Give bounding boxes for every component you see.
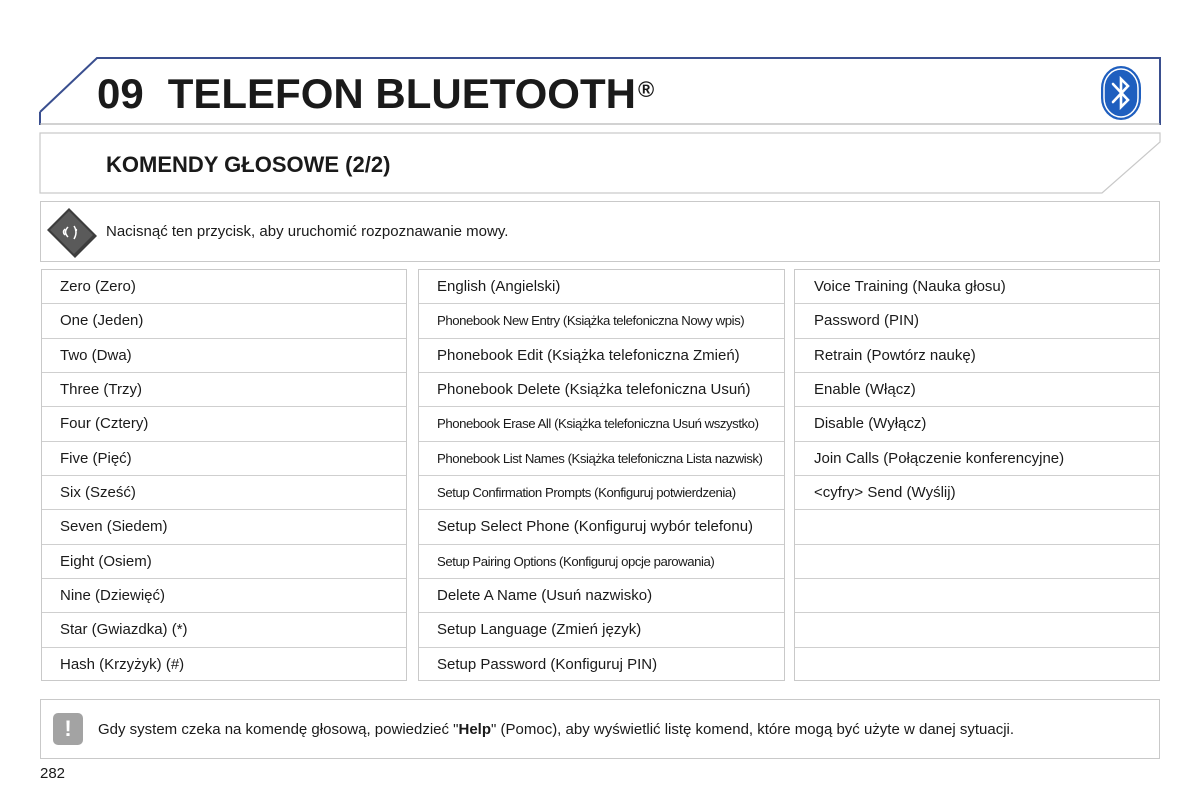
command-row: Hash (Krzyżyk) (#) (60, 656, 185, 674)
command-row: Eight (Osiem) (42, 545, 406, 579)
help-keyword: Help (458, 721, 492, 738)
command-row: Voice Training (Nauka głosu) (795, 270, 1159, 304)
voice-command-button-icon (47, 208, 97, 258)
chapter-number: 09 (97, 70, 144, 117)
help-note-text (98, 721, 1014, 739)
command-row-empty (795, 648, 1159, 682)
command-row: One (Jeden) (42, 304, 406, 338)
command-row: Phonebook List Names (Książka telefoniczna Lista nazwisk) (419, 442, 784, 476)
warning-icon: ! (53, 713, 83, 745)
commands-table-training (794, 269, 1160, 681)
command-row: Phonebook Erase All (Książka telefoniczna Usuń wszystko) (419, 407, 784, 441)
commands-table-numbers (41, 269, 407, 681)
chapter-title (97, 68, 654, 120)
instruction-text: Nacisnąć ten przycisk, aby uruchomić rozpoznawanie mowy. (106, 223, 509, 240)
command-row: Three (Trzy) (42, 373, 406, 407)
command-row: Four (Cztery) (42, 407, 406, 441)
chapter-title-text: TELEFON BLUETOOTH (167, 70, 636, 117)
command-row: Disable (Wyłącz) (795, 407, 1159, 441)
command-row: Join Calls (Połączenie konferencyjne) (795, 442, 1159, 476)
command-row: Phonebook Edit (Książka telefoniczna Zmień) (419, 339, 784, 373)
command-row: Phonebook New Entry (Książka telefoniczna Nowy wpis) (419, 304, 784, 338)
command-row: Setup Select Phone (Konfiguruj wybór telefonu) (419, 510, 784, 544)
command-row: Seven (Siedem) (42, 510, 406, 544)
command-row-empty (795, 545, 1159, 579)
command-row-empty (795, 510, 1159, 544)
help-note-text-before: Gdy system czeka na komendę głosową, powiedzieć " (98, 721, 459, 738)
instruction-bar (40, 201, 1160, 262)
command-row: Retrain (Powtórz naukę) (795, 339, 1159, 373)
command-row: Setup Password (Konfiguruj PIN) (437, 656, 658, 674)
command-row: Star (Gwiazdka) (*) (42, 613, 406, 647)
command-row: Zero (Zero) (42, 270, 406, 304)
command-row: Setup Confirmation Prompts (Konfiguruj potwierdzenia) (419, 476, 784, 510)
command-row: Five (Pięć) (42, 442, 406, 476)
command-row-empty (795, 579, 1159, 613)
chapter-header (0, 0, 1200, 130)
trademark-symbol: ® (637, 77, 655, 102)
help-note (40, 699, 1160, 759)
command-row: Two (Dwa) (42, 339, 406, 373)
bluetooth-icon (1100, 65, 1142, 121)
command-row: Delete A Name (Usuń nazwisko) (419, 579, 784, 613)
commands-table-phonebook-setup (418, 269, 785, 681)
command-row: Six (Sześć) (42, 476, 406, 510)
command-row: Setup Pairing Options (Konfiguruj opcje parowania) (419, 545, 784, 579)
command-row: Password (PIN) (795, 304, 1159, 338)
command-row: Enable (Włącz) (795, 373, 1159, 407)
command-row: Nine (Dziewięć) (42, 579, 406, 613)
help-note-text-after: " (Pomoc), aby wyświetlić listę komend, które mogą być użyte w danej sytuacji. (491, 721, 1015, 738)
command-row: English (Angielski) (419, 270, 784, 304)
command-row: Phonebook Delete (Książka telefoniczna Usuń) (419, 373, 784, 407)
command-row: Setup Language (Zmień język) (419, 613, 784, 647)
command-row: <cyfry> Send (Wyślij) (795, 476, 1159, 510)
command-row-empty (795, 613, 1159, 647)
section-title: KOMENDY GŁOSOWE (2/2) (106, 152, 391, 177)
page-number: 282 (40, 765, 66, 782)
